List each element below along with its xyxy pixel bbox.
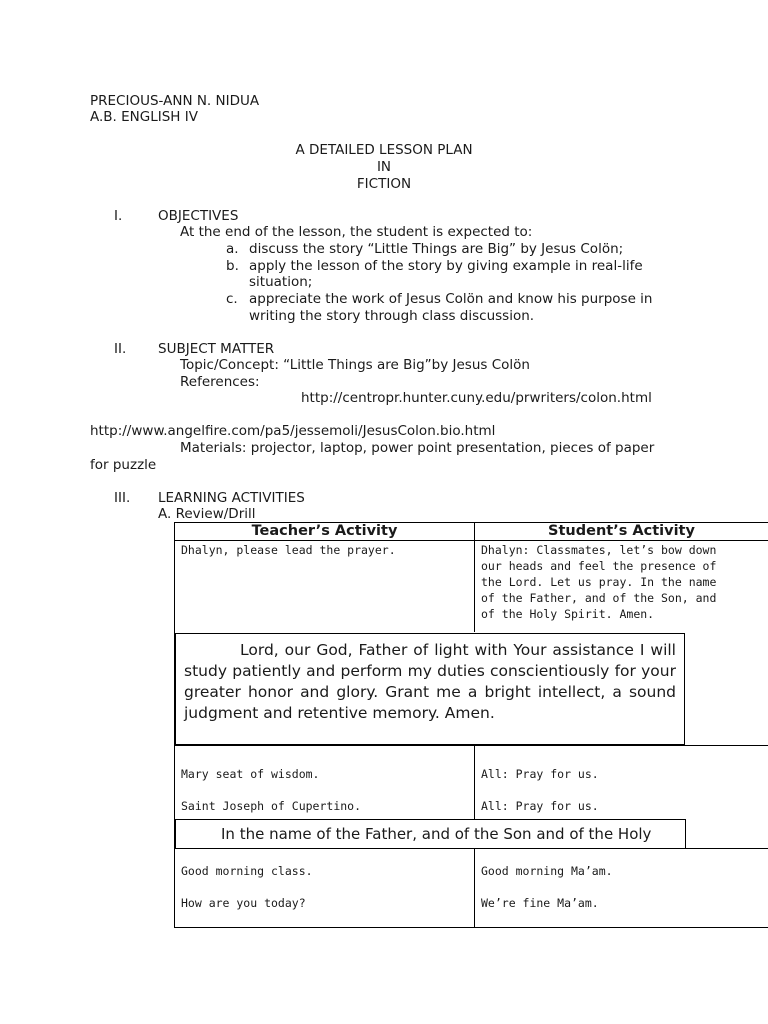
objective-c-letter: c.: [226, 291, 238, 307]
subject-heading: SUBJECT MATTER: [158, 341, 275, 357]
objective-a-letter: a.: [226, 241, 239, 257]
prayer-textbox: [175, 633, 685, 745]
title-line-2: IN: [376, 159, 392, 175]
teacher-good-morning: Good morning class.: [181, 864, 313, 878]
student-prayer-line-1: Dhalyn: Classmates, let’s bow down: [481, 543, 717, 557]
student-pray-for-us-2: All: Pray for us.: [481, 799, 599, 813]
student-good-morning: Good morning Ma’am.: [481, 864, 613, 878]
student-pray-for-us-1: All: Pray for us.: [481, 767, 599, 781]
teacher-mary-seat: Mary seat of wisdom.: [181, 767, 320, 781]
review-drill-subheading: A. Review/Drill: [158, 506, 256, 522]
objective-b-text: apply the lesson of the story by giving example in real-life: [249, 258, 643, 274]
student-were-fine: We’re fine Ma’am.: [481, 896, 599, 910]
objectives-intro: At the end of the lesson, the student is expected to:: [180, 224, 533, 240]
student-prayer-line-4: of the Father, and of the Son, and: [481, 591, 717, 605]
title-line-1: A DETAILED LESSON PLAN: [295, 142, 473, 158]
reference-link-1[interactable]: http://centropr.hunter.cuny.edu/prwriters/colon.html: [301, 390, 652, 406]
objectives-heading: OBJECTIVES: [158, 208, 239, 224]
objective-a-text: discuss the story “Little Things are Big” by Jesus Colön;: [249, 241, 624, 257]
objective-c-text-cont: writing the story through class discussion.: [249, 308, 535, 324]
subject-number: II.: [114, 341, 127, 357]
title-line-3: FICTION: [356, 176, 412, 192]
materials-line-cont: for puzzle: [90, 457, 157, 473]
teacher-saint-joseph: Saint Joseph of Cupertino.: [181, 799, 362, 813]
teacher-lead-prayer: Dhalyn, please lead the prayer.: [181, 543, 396, 557]
reference-link-2[interactable]: http://www.angelfire.com/pa5/jessemoli/JesusColon.bio.html: [90, 423, 496, 439]
course-name: A.B. ENGLISH IV: [90, 109, 198, 125]
student-prayer-line-2: our heads and feel the presence of: [481, 559, 717, 573]
objective-b-letter: b.: [226, 258, 239, 274]
objective-c-text: appreciate the work of Jesus Colön and know his purpose in: [249, 291, 653, 307]
student-prayer-line-5: of the Holy Spirit. Amen.: [481, 607, 655, 621]
col-header-teacher: Teacher’s Activity: [251, 523, 398, 539]
closing-text: In the name of the Father, and of the Son and of the Holy: [221, 825, 652, 843]
activities-heading: LEARNING ACTIVITIES: [158, 490, 305, 506]
student-prayer-line-3: the Lord. Let us pray. In the name: [481, 575, 717, 589]
materials-line: Materials: projector, laptop, power point presentation, pieces of paper: [180, 440, 655, 456]
references-label: References:: [180, 374, 260, 390]
teacher-how-are-you: How are you today?: [181, 896, 306, 910]
col-header-student: Student’s Activity: [548, 523, 695, 539]
objective-b-text-cont: situation;: [249, 274, 313, 290]
activities-number: III.: [114, 490, 131, 506]
closing-textbox: [175, 819, 686, 849]
prayer-text: Lord, our God, Father of light with Your assistance I will study patiently and perform my duties conscientiously for your greater honor and glory. Grant me a bright intellect, a sound judgment and retentive memory. Amen.: [184, 641, 676, 722]
objectives-number: I.: [114, 208, 123, 224]
author-name: PRECIOUS-ANN N. NIDUA: [90, 93, 260, 109]
topic-line: Topic/Concept: “Little Things are Big”by Jesus Colön: [180, 357, 530, 373]
